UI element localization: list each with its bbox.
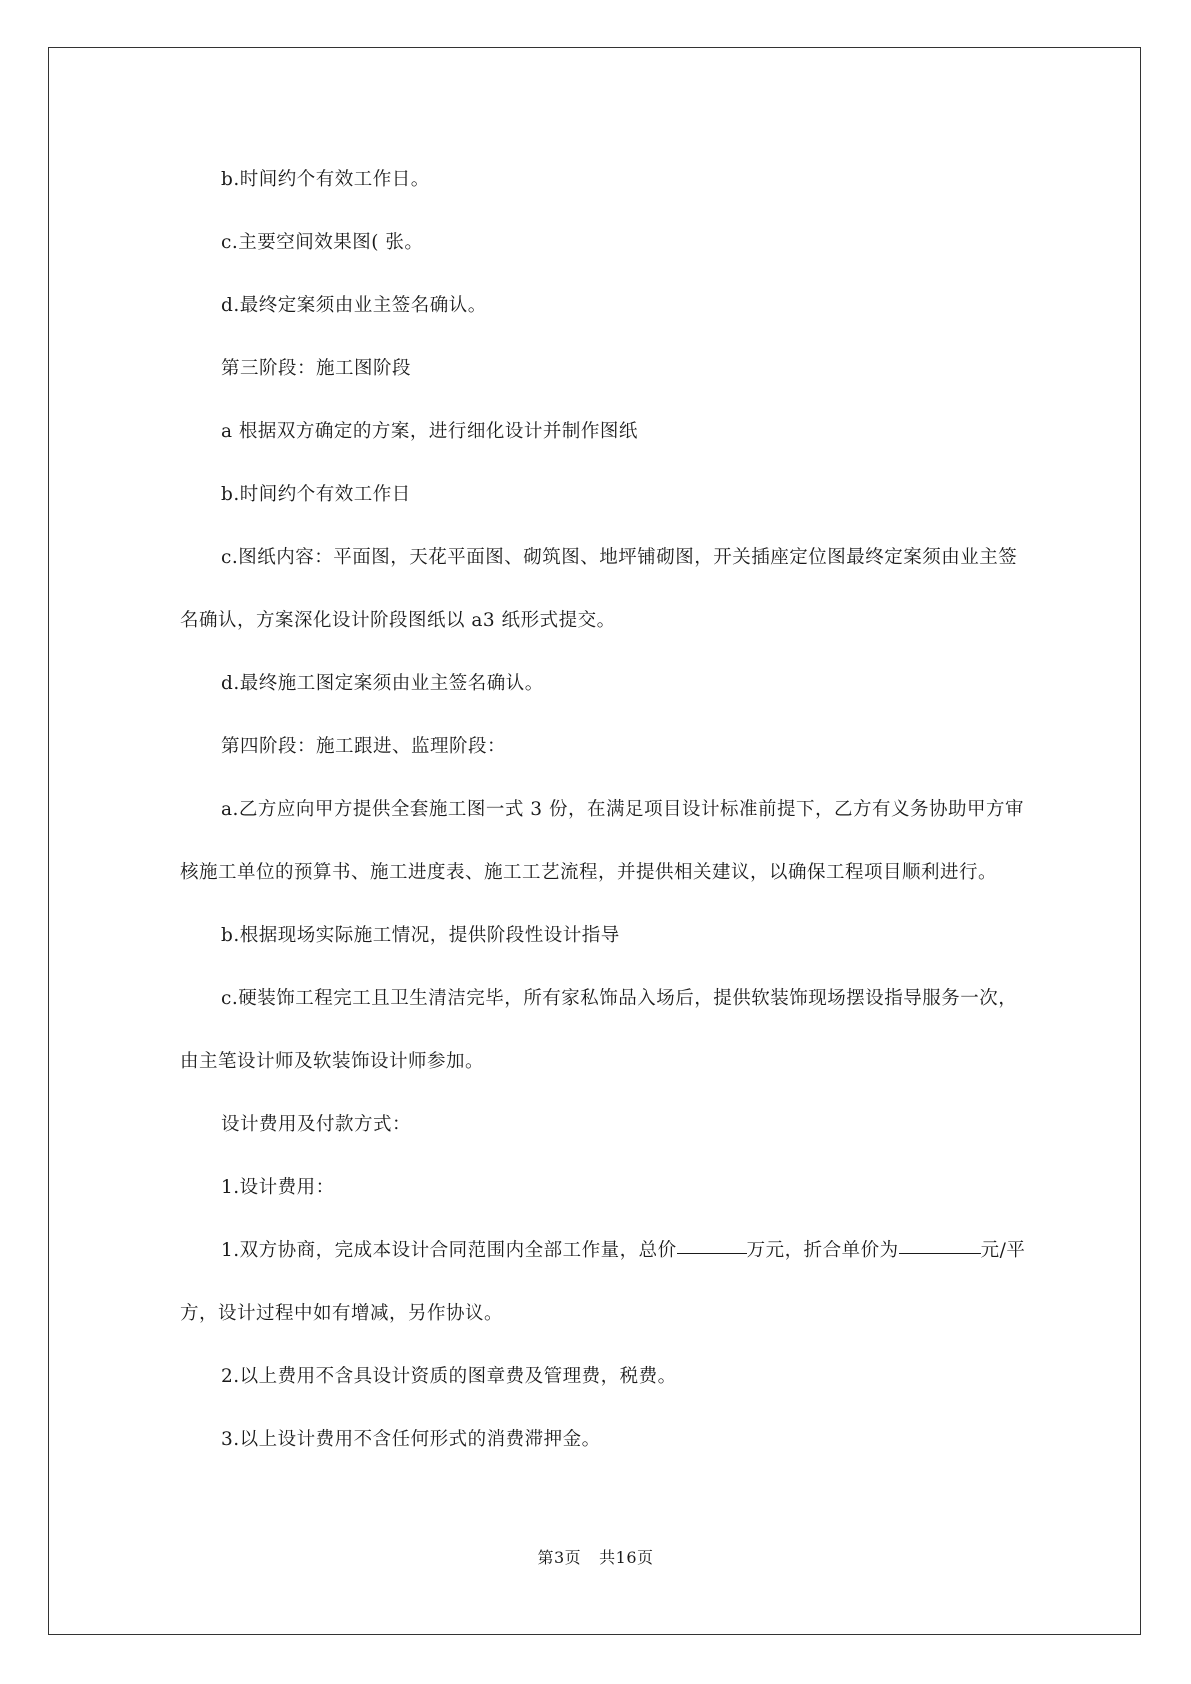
paragraph: 2.以上费用不含具设计资质的图章费及管理费，税费。	[221, 1366, 677, 1387]
paragraph: d.最终施工图定案须由业主签名确认。	[221, 673, 544, 694]
page-footer	[0, 1545, 1191, 1568]
fee-text-2: 万元，折合单价为	[746, 1240, 899, 1261]
total-price-blank[interactable]	[677, 1235, 747, 1254]
paragraph: a.乙方应向甲方提供全套施工图一式 3 份，在满足项目设计标准前提下，乙方有义务协助甲方审核施工单位的预算书、施工进度表、施工工艺流程，并提供相关建议，以确保工程项目顺利进行。	[180, 799, 1024, 883]
fee-text-3: 元/平方，设计过程中如有增减，另作协议。	[180, 1240, 1026, 1324]
paragraph: b.根据现场实际施工情况，提供阶段性设计指导	[221, 925, 620, 946]
paragraph: d.最终定案须由业主签名确认。	[221, 295, 487, 316]
subsection-heading: 1.设计费用：	[221, 1177, 335, 1198]
document-body	[180, 148, 1026, 1471]
paragraph: c.图纸内容：平面图，天花平面图、砌筑图、地坪铺砌图，开关插座定位图最终定案须由业主签名确认，方案深化设计阶段图纸以 a3 纸形式提交。	[180, 547, 1018, 631]
paragraph: 3.以上设计费用不含任何形式的消费滞押金。	[221, 1429, 601, 1450]
paragraph: a 根据双方确定的方案，进行细化设计并制作图纸	[221, 421, 638, 442]
fee-text-1: 1.双方协商，完成本设计合同范围内全部工作量，总价	[221, 1240, 677, 1261]
section-heading: 第三阶段：施工图阶段	[221, 358, 412, 379]
paragraph: c.硬装饰工程完工且卫生清洁完毕，所有家私饰品入场后，提供软装饰现场摆设指导服务一次，由主笔设计师及软装饰设计师参加。	[180, 988, 1018, 1072]
paragraph: b.时间约个有效工作日	[221, 484, 411, 505]
paragraph: c.主要空间效果图( 张。	[221, 232, 424, 253]
section-heading: 设计费用及付款方式：	[221, 1114, 412, 1135]
fee-paragraph	[180, 1219, 1026, 1345]
unit-price-blank[interactable]	[899, 1235, 981, 1254]
page-number: 第3页	[537, 1548, 582, 1567]
section-heading: 第四阶段：施工跟进、监理阶段：	[221, 736, 507, 757]
paragraph: b.时间约个有效工作日。	[221, 169, 430, 190]
page-total: 共16页	[599, 1548, 654, 1567]
